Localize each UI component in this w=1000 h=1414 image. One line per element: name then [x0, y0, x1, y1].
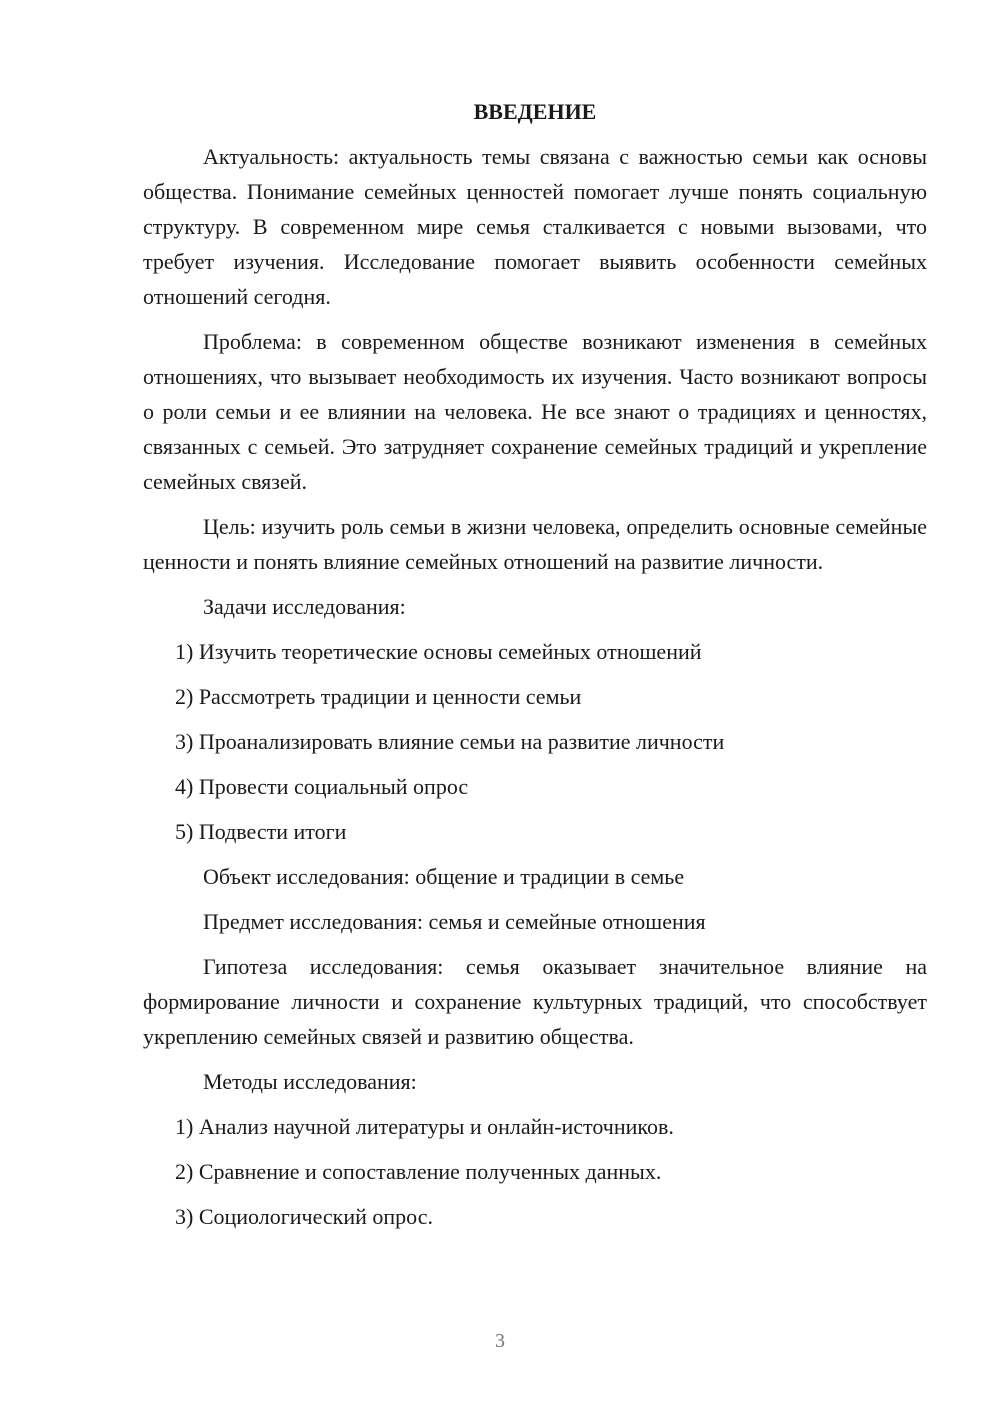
problem-paragraph: Проблема: в современном обществе возникают изменения в семейных отношениях, что вызывает необходимость их изучения. Часто возникают вопросы о роли семьи и ее влиянии на человека. Не все знают о традициях и ценностях, связанных с семьей. Это затрудняет сохранение семейных традиций и укрепление семейных связей.: [143, 329, 927, 494]
task-item-4: 4) Провести социальный опрос: [175, 774, 469, 799]
task-item-1: 1) Изучить теоретические основы семейных отношений: [175, 639, 702, 664]
goal-paragraph: Цель: изучить роль семьи в жизни человека, определить основные семейные ценности и понять влияние семейных отношений на развитие личности.: [143, 514, 927, 574]
hypothesis-paragraph: Гипотеза исследования: семья оказывает значительное влияние на формирование личности и сохранение культурных традиций, что способствует укреплению семейных связей и развитию общества.: [143, 954, 927, 1049]
research-subject: Предмет исследования: семья и семейные отношения: [203, 909, 706, 934]
method-item-3: 3) Социологический опрос.: [175, 1204, 433, 1229]
method-item-2: 2) Сравнение и сопоставление полученных данных.: [175, 1159, 662, 1184]
task-item-3: 3) Проанализировать влияние семьи на развитие личности: [175, 729, 725, 754]
page-number: 3: [495, 1330, 505, 1352]
page-content: [143, 94, 927, 1244]
page-title: ВВЕДЕНИЕ: [473, 99, 597, 124]
method-item-1: 1) Анализ научной литературы и онлайн-источников.: [175, 1114, 674, 1139]
task-item-5: 5) Подвести итоги: [175, 819, 347, 844]
task-item-2: 2) Рассмотреть традиции и ценности семьи: [175, 684, 582, 709]
tasks-heading: Задачи исследования:: [203, 594, 406, 619]
relevance-paragraph: Актуальность: актуальность темы связана с важностью семьи как основы общества. Понимание семейных ценностей помогает лучше понять социальную структуру. В современном мире семья сталкивается с новыми вызовами, что требует изучения. Исследование помогает выявить особенности семейных отношений сегодня.: [143, 144, 927, 309]
methods-heading: Методы исследования:: [203, 1069, 417, 1094]
research-object: Объект исследования: общение и традиции в семье: [203, 864, 685, 889]
